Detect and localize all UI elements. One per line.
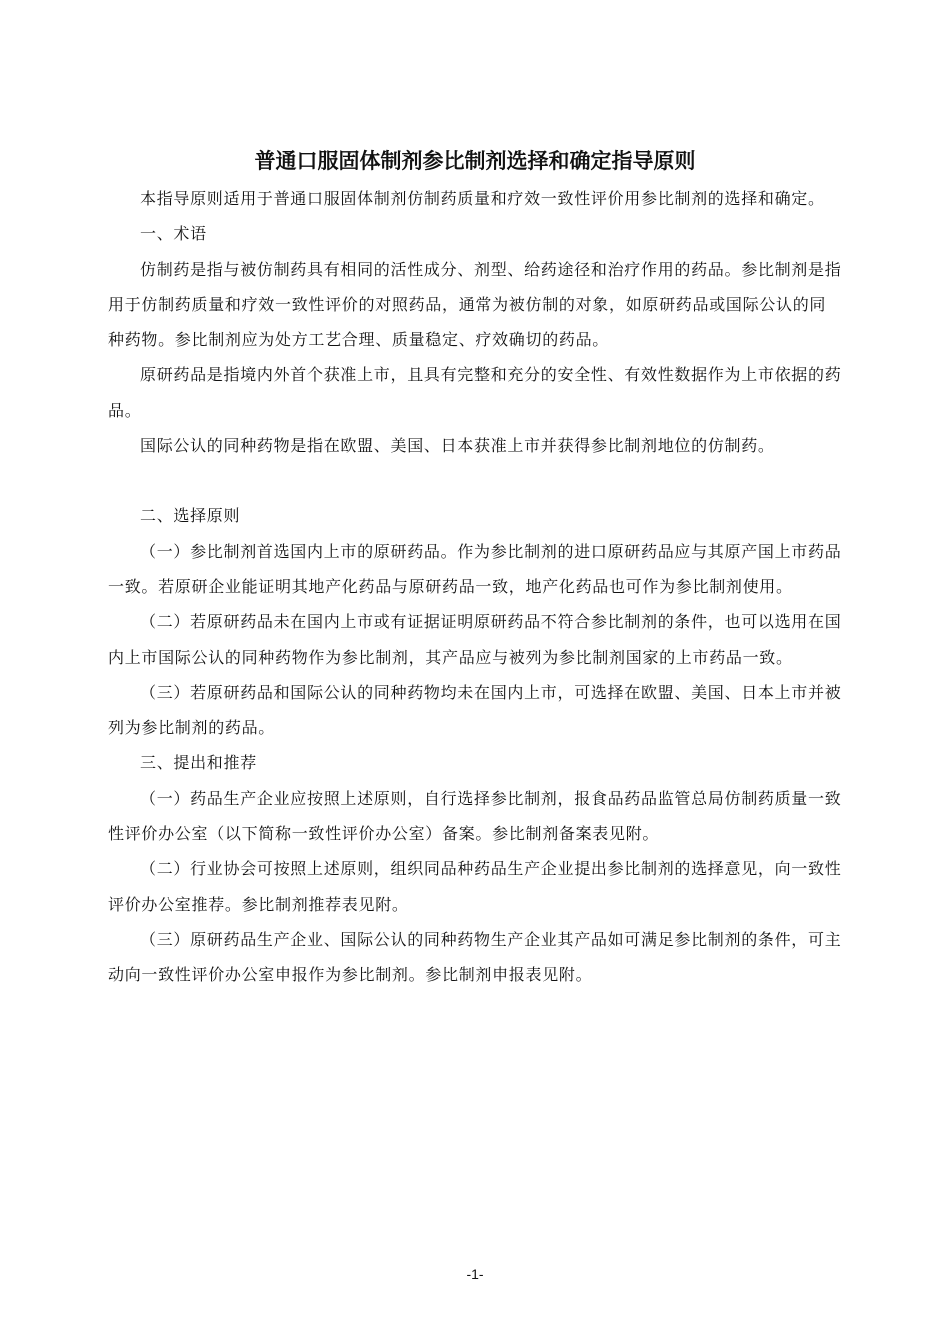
definition-international-drug: 国际公认的同种药物是指在欧盟、美国、日本获准上市并获得参比制剂地位的仿制药。: [140, 436, 775, 456]
paragraph-gap: [108, 463, 842, 498]
recommendation-rule-1: （一）药品生产企业应按照上述原则，自行选择参比制剂，报食品药品监管总局仿制药质量一致性评价办公室（以下简称一致性评价办公室）备案。参比制剂备案表见附。: [108, 788, 842, 844]
document-body: [108, 181, 842, 993]
definition-original-drug: 原研药品是指境内外首个获准上市，且具有完整和充分的安全性、有效性数据作为上市依据的药品。: [108, 365, 842, 420]
selection-rule-3: （三）若原研药品和国际公认的同种药物均未在国内上市，可选择在欧盟、美国、日本上市并被列为参比制剂的药品。: [108, 682, 842, 738]
recommendation-rule-3: （三）原研药品生产企业、国际公认的同种药物生产企业其产品如可满足参比制剂的条件，可主动向一致性评价办公室申报作为参比制剂。参比制剂申报表见附。: [108, 929, 842, 985]
page-number: -1-: [466, 1266, 484, 1282]
section-heading-terms: 一、术语: [140, 224, 207, 244]
selection-rule-1: （一）参比制剂首选国内上市的原研药品。作为参比制剂的进口原研药品应与其原产国上市药品一致。若原研企业能证明其地产化药品与原研药品一致，地产化药品也可作为参比制剂使用。: [108, 541, 842, 596]
recommendation-rule-2: （二）行业协会可按照上述原则，组织同品种药品生产企业提出参比制剂的选择意见，向一致性评价办公室推荐。参比制剂推荐表见附。: [108, 859, 842, 914]
selection-rule-2: （二）若原研药品未在国内上市或有证据证明原研药品不符合参比制剂的条件，也可以选用在国内上市国际公认的同种药物作为参比制剂，其产品应与被列为参比制剂国家的上市药品一致。: [108, 612, 842, 667]
definition-generic-drug: 仿制药是指与被仿制药具有相同的活性成分、剂型、给药途径和治疗作用的药品。参比制剂是指用于仿制药质量和疗效一致性评价的对照药品，通常为被仿制的对象，如原研药品或国际公认的同种药物。参比制剂应为处方工艺合理、质量稳定、疗效确切的药品。: [108, 259, 842, 350]
section-heading-selection: 二、选择原则: [140, 506, 241, 526]
document-title: 普通口服固体制剂参比制剂选择和确定指导原则: [254, 149, 696, 173]
section-heading-recommendation: 三、提出和推荐: [140, 753, 257, 773]
intro-paragraph: 本指导原则适用于普通口服固体制剂仿制药质量和疗效一致性评价用参比制剂的选择和确定。: [140, 189, 825, 208]
